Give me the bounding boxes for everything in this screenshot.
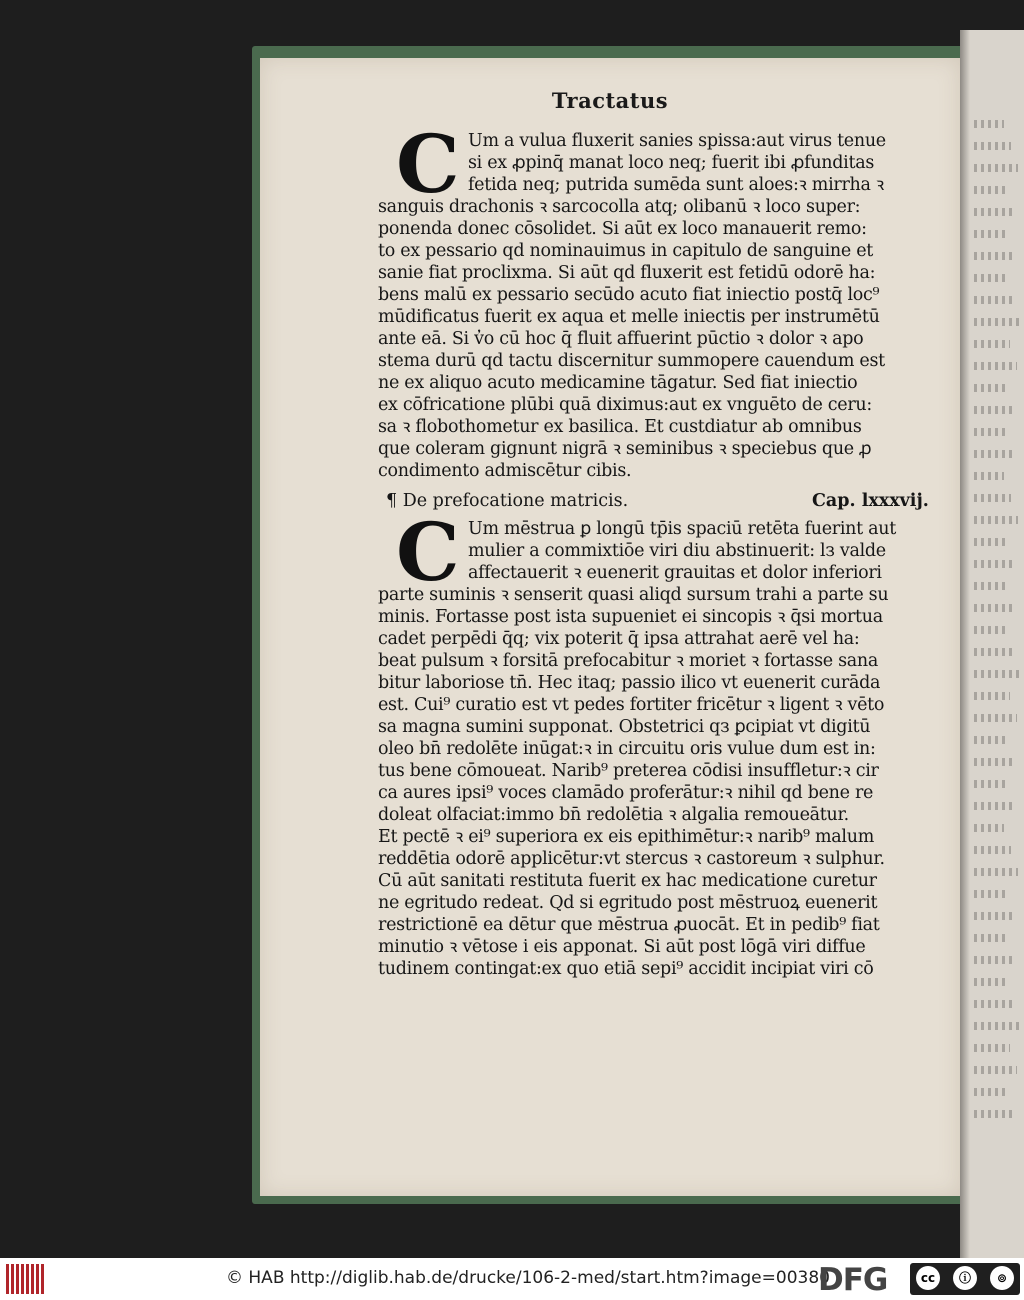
facing-page-text	[974, 1066, 1017, 1074]
text-line: ne ex aliquo acuto medicamine tāgatur. Sed fiat iniectio	[378, 373, 858, 393]
facing-page-text	[974, 626, 1005, 634]
text-line: reddētia odorē applicētur:vt stercus ꝛ castoreum ꝛ sulphur.	[378, 849, 885, 869]
text-line: beat pulsum ꝛ forsitā prefocabitur ꝛ moriet ꝛ fortasse sana	[378, 651, 879, 671]
facing-page-text	[974, 780, 1006, 788]
text-line: minis. Fortasse post ista supueniet ei sincopis ꝛ q̄si mortua	[378, 607, 883, 627]
text-line: mūdificatus fuerit ex aqua et melle iniectis per instrumētū	[378, 307, 880, 327]
cc-license-badge[interactable]	[910, 1263, 1020, 1295]
text-line: condimento admiscētur cibis.	[378, 461, 632, 481]
text-line: ex cōfricatione plūbi quā diximus:aut ex vnguēto de ceru:	[378, 395, 872, 415]
chapter-number: Cap. lxxxvij.	[812, 491, 929, 511]
facing-page-text	[974, 714, 1017, 722]
facing-page-text	[974, 472, 1004, 480]
text-line: ne egritudo redeat. Qd̄ si egritudo post mēstruoꝝ euenerit	[378, 893, 878, 913]
facing-page-text	[974, 978, 1005, 986]
facing-page-text	[974, 450, 1013, 458]
facing-page-text	[974, 384, 1008, 392]
viewer-footer	[0, 1258, 1024, 1300]
facing-page-text	[974, 120, 1004, 128]
facing-page-text	[974, 868, 1018, 876]
facing-page-text	[974, 736, 1008, 744]
text-line: sanie fiat proclixma. Si aūt qd̄ fluxerit est fetidū odorē ha:	[378, 263, 876, 283]
by-icon: ⓘ	[953, 1266, 977, 1290]
book-page	[260, 58, 960, 1196]
text-line: si ex ꝓpinq̄ manat loco neq; fuerit ibi ꝓfunditas	[468, 153, 875, 173]
facing-page-text	[974, 802, 1013, 810]
facing-page-text	[974, 670, 1019, 678]
facing-page-text	[974, 1000, 1012, 1008]
facing-page-edge	[960, 30, 1024, 1258]
text-line: restrictionē ea dētur que mēstrua ꝓuocāt. Et in pedib⁹ fiat	[378, 915, 880, 935]
facing-page-text	[974, 274, 1005, 282]
cc-icon: cc	[916, 1266, 940, 1290]
text-line: minutio ꝛ vētose i eis apponat. Si aūt post lōgā viri diffue	[378, 937, 866, 957]
facing-page-text	[974, 1110, 1015, 1118]
text-line: sanguis drachonis ꝛ sarcocolla atq; olibanū ꝛ loco super:	[378, 197, 861, 217]
facing-page-text	[974, 912, 1016, 920]
text-line: Et pectē ꝛ ei⁹ superiora ex eis epithimētur:ꝛ narib⁹ malum	[378, 827, 874, 847]
text-line: tudinem contingat:ex quo etiā sepi⁹ accidit incipiat viri cō	[378, 959, 874, 979]
page-gutter	[960, 30, 970, 1258]
facing-page-text	[974, 230, 1007, 238]
text-line: ca aures ipsi⁹ voces clamādo proferātur:ꝛ nihil qd̄ bene re	[378, 783, 874, 803]
facing-page-text	[974, 890, 1009, 898]
text-line: fetida neq; putrida sumēda sunt aloes:ꝛ mirrha ꝛ	[468, 175, 884, 195]
running-head: Tractatus	[551, 88, 669, 113]
text-line: sa magna sumini supponat. Obstetrici qз ꝑcipiat vt digitū	[378, 717, 871, 737]
facing-page-text	[974, 824, 1004, 832]
text-line: ponenda donec cōsolidet. Si aūt ex loco manauerit remo:	[378, 219, 867, 239]
facing-page-text	[974, 582, 1007, 590]
text-line: affectauerit ꝛ euenerit grauitas et dolor inferiori	[468, 563, 882, 583]
text-line: que coleram gignunt nigrā ꝛ seminibus ꝛ speciebus que ꝓ	[378, 439, 872, 459]
facing-page-text	[974, 494, 1011, 502]
facing-page-text	[974, 428, 1006, 436]
facing-page-text	[974, 758, 1015, 766]
text-line: oleo bn̄ redolēte inūgat:ꝛ in circuitu oris vulue dum est in:	[378, 739, 876, 759]
facing-page-text	[974, 934, 1007, 942]
facing-page-text	[974, 538, 1009, 546]
text-line: doleat olfaciat:immo bn̄ redolētia ꝛ algalia remoueātur.	[378, 805, 849, 825]
hab-logo-icon[interactable]	[6, 1264, 46, 1294]
facing-page-text	[974, 318, 1019, 326]
chapter-title: ¶ De prefocatione matricis.	[386, 491, 629, 511]
text-line: Cū aūt sanitati restituta fuerit ex hac medicatione curetur	[378, 871, 877, 891]
facing-page-text	[974, 186, 1009, 194]
text-line: stema durū qd̄ tactu discernitur summopere cauendum est	[378, 351, 885, 371]
text-line: Um a vulua fluxerit sanies spissa:aut virus tenue	[468, 131, 886, 151]
facing-page-text	[974, 296, 1012, 304]
facing-page-text	[974, 560, 1016, 568]
facing-page-text	[974, 164, 1018, 172]
facing-page-text	[974, 604, 1014, 612]
text-line: tus bene cōmoueat. Narib⁹ preterea cōdisi insuffletur:ꝛ cir	[378, 761, 879, 781]
facing-page-text	[974, 1088, 1008, 1096]
text-line: ante eā. Si v̓o cū hoc q̄ fluit affuerint pūctio ꝛ dolor ꝛ apo	[378, 329, 864, 349]
facing-page-text	[974, 1044, 1010, 1052]
facing-page-text	[974, 846, 1011, 854]
facing-page-text	[974, 516, 1018, 524]
text-line: cadet perpēdi q̄q; vix poterit q̄ ipsa attrahat aerē vel ha:	[378, 629, 860, 649]
text-line: Um mēstrua ꝑ longū tp̄is spaciū retēta fuerint aut	[468, 519, 896, 539]
facing-page-text	[974, 208, 1016, 216]
facing-page-text	[974, 252, 1014, 260]
facing-page-text	[974, 340, 1010, 348]
text-line: parte suminis ꝛ senserit quasi aliqd̄ sursum trahi a parte su	[378, 585, 889, 605]
text-line: bens malū ex pessario secūdo acuto fiat iniectio postq̄ loc⁹	[378, 285, 880, 305]
text-line: bitur laboriose tn̄. Hec itaq; passio ilico vt euenerit curāda	[378, 673, 881, 693]
facing-page-text	[974, 362, 1017, 370]
text-line: to ex pessario qd̄ nominauimus in capitulo de sanguine et	[378, 241, 873, 261]
text-line: mulier a commixtiōe viri diu abstinuerit: lз valde	[468, 541, 886, 561]
facing-page-text	[974, 1022, 1019, 1030]
drop-initial-2: C	[396, 505, 460, 599]
dfg-logo[interactable]: DFG	[818, 1262, 888, 1298]
facing-page-text	[974, 406, 1015, 414]
text-line: est. Cui⁹ curatio est vt pedes fortiter fricētur ꝛ ligent ꝛ vēto	[378, 695, 885, 715]
drop-initial-1: C	[396, 117, 460, 211]
facing-page-text	[974, 648, 1012, 656]
sa-icon: ⊚	[990, 1266, 1014, 1290]
text-line: sa ꝛ flobothometur ex basilica. Et custdiatur ab omnibus	[378, 417, 862, 437]
facing-page-text	[974, 142, 1011, 150]
copyright-link[interactable]: © HAB http://diglib.hab.de/drucke/106-2-med/start.htm?image=00380	[226, 1268, 830, 1288]
facing-page-text	[974, 692, 1010, 700]
facing-page-text	[974, 956, 1014, 964]
